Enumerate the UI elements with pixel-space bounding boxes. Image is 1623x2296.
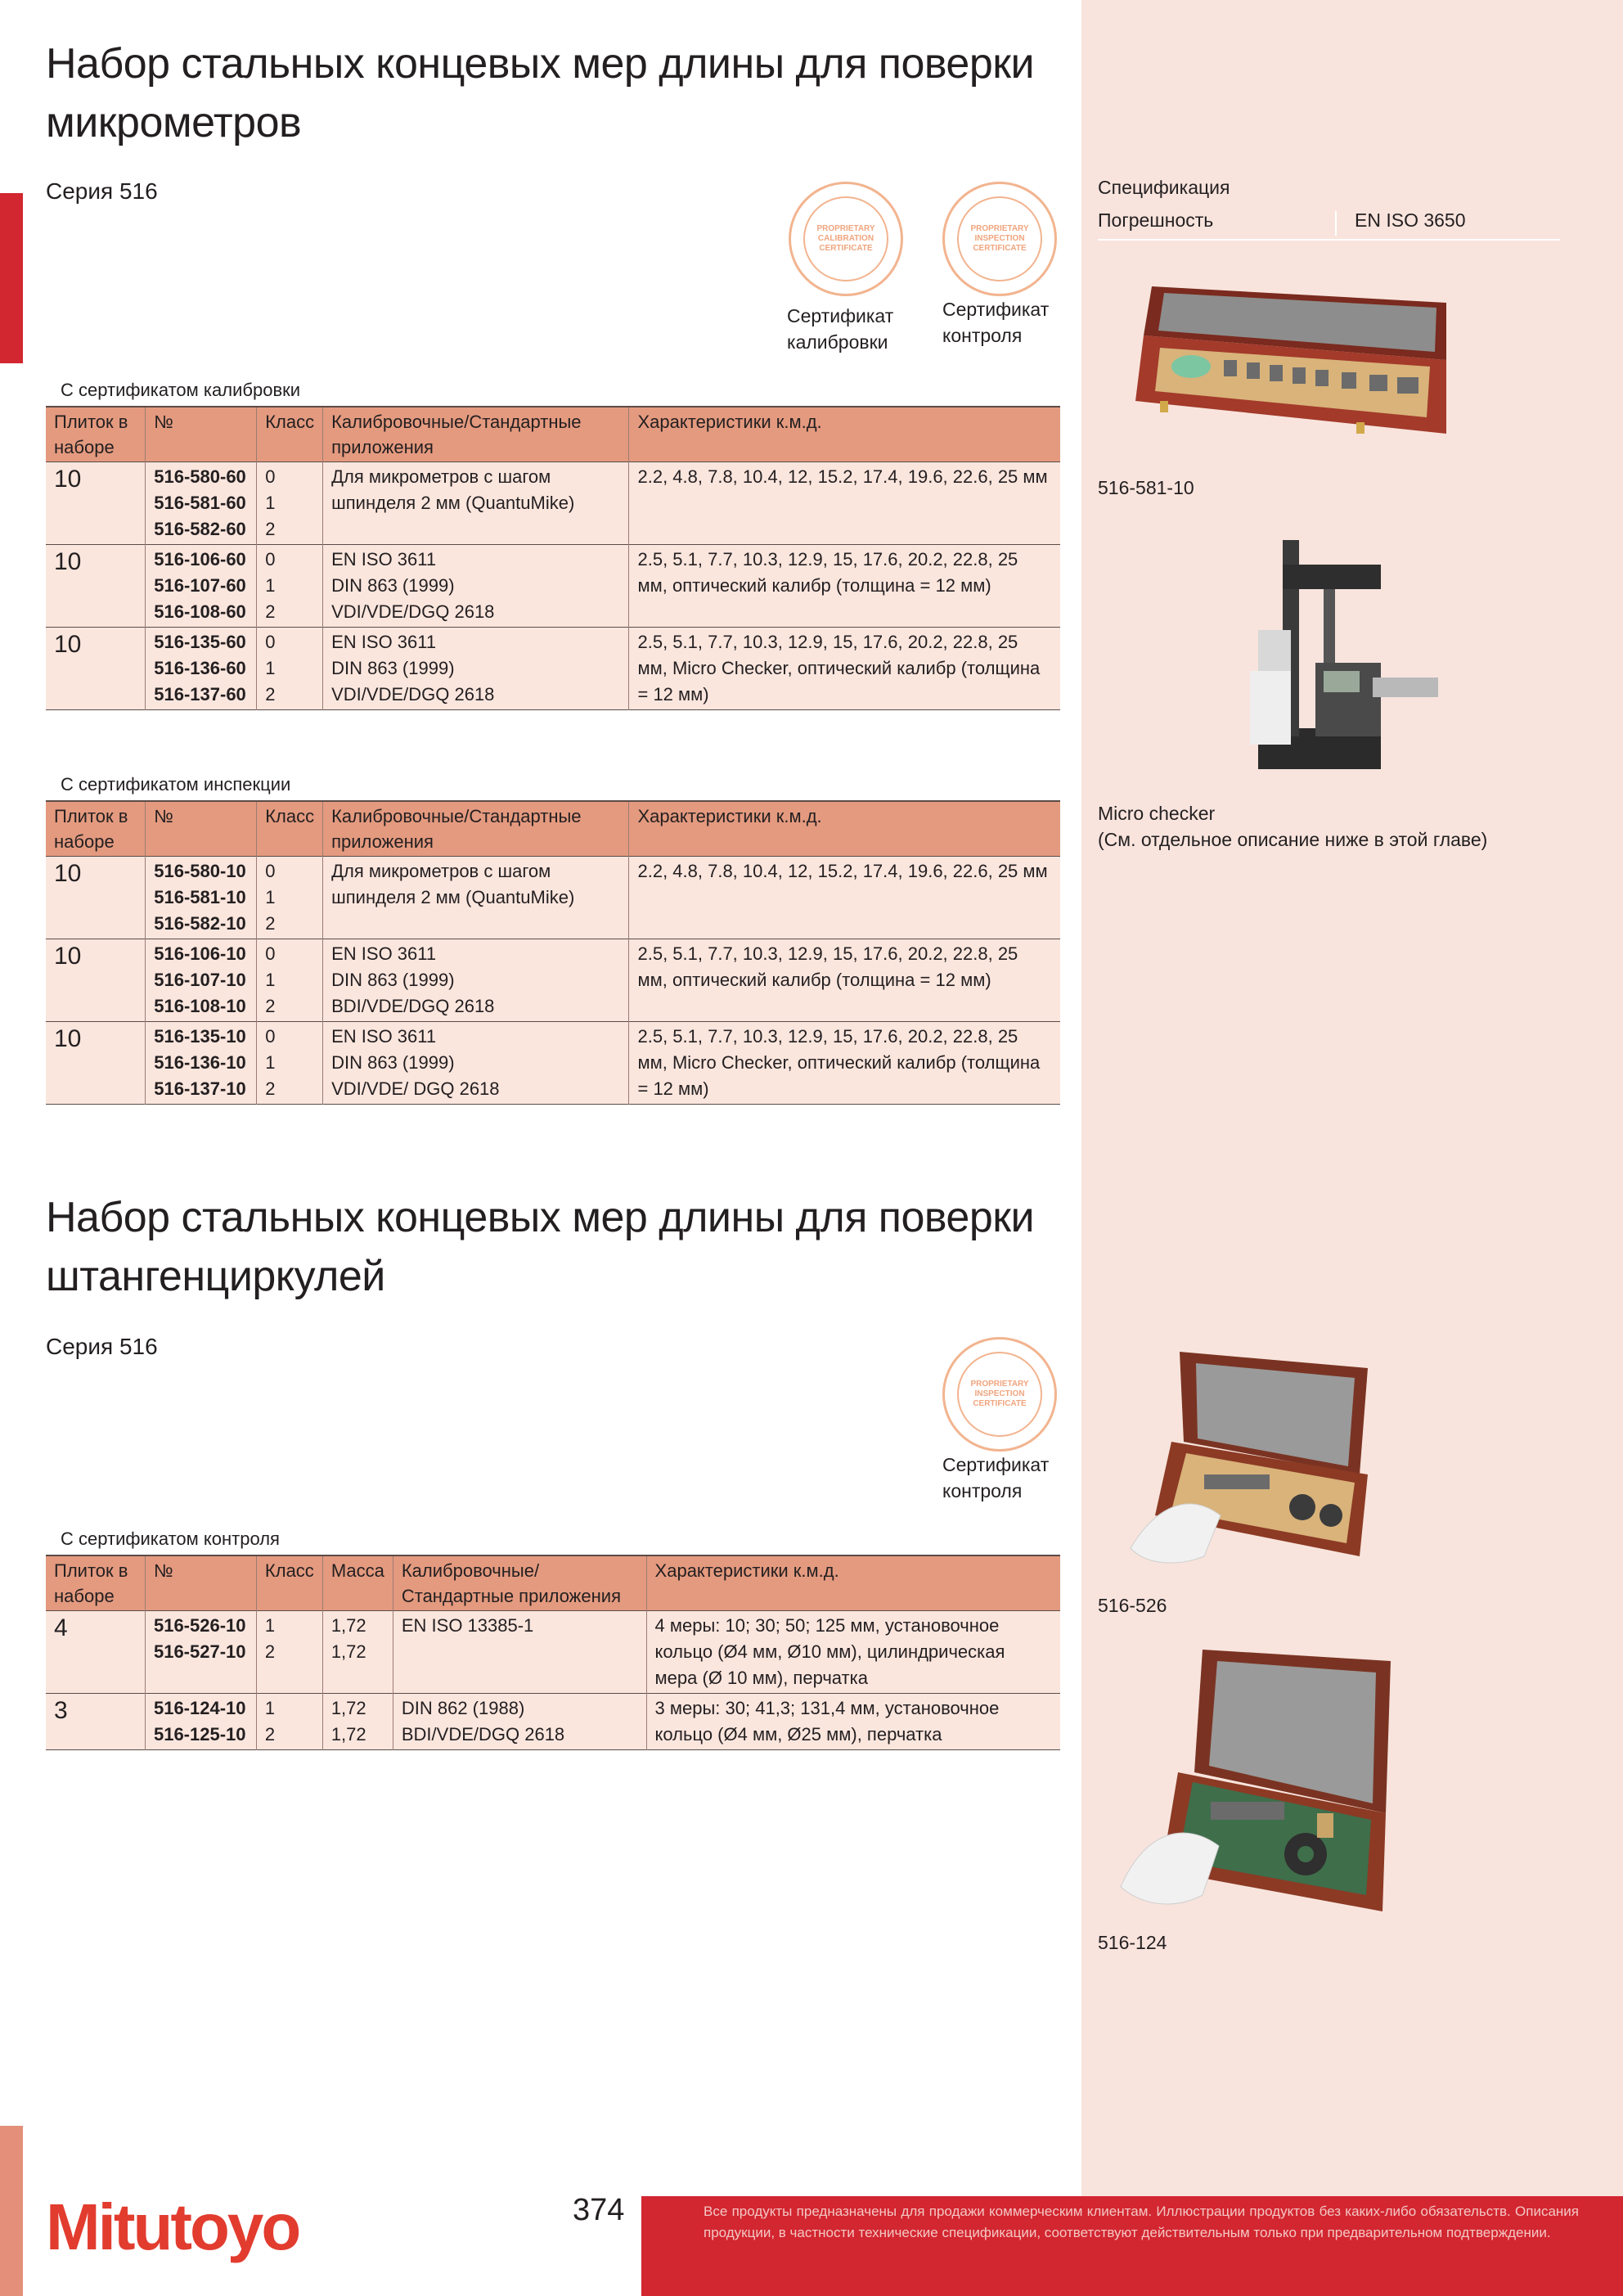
section1-title: Набор стальных концевых мер длины для поверки микрометров: [46, 40, 1035, 146]
section1-series: Серия 516: [46, 178, 158, 204]
cell-classes: 0 1 2: [257, 628, 323, 710]
product-caption-micro-checker: Micro checker (См. отдельное описание ниже в этой главе): [1098, 803, 1488, 850]
inspection-certificate-stamp-icon: PROPRIETARY INSPECTION CERTIFICATE: [942, 182, 1057, 296]
cell-count: 10: [46, 1022, 146, 1105]
cell-count: 10: [46, 628, 146, 710]
cell-classes: 0 1 2: [257, 939, 323, 1022]
cell-classes: 1 2: [256, 1694, 322, 1750]
cell-count: 10: [46, 939, 146, 1022]
cell-classes: 0 1 2: [257, 857, 323, 939]
header-number: №: [146, 407, 257, 462]
table-inspection-caption: С сертификатом инспекции: [61, 774, 291, 795]
cell-numbers: 516-580-60 516-581-60 516-582-60: [146, 462, 257, 545]
product-caption-516-581-10: 516-581-10: [1098, 477, 1194, 498]
micro-checker-image: [1234, 532, 1446, 777]
cell-standards: EN ISO 3611 DIN 863 (1999) VDI/VDE/DGQ 2618: [323, 628, 629, 710]
cell-characteristics: 2.2, 4.8, 7.8, 10.4, 12, 15.2, 17.4, 19.6, 22.6, 25 мм: [629, 857, 1060, 939]
cell-count: 10: [46, 545, 146, 628]
cell-count: 10: [46, 857, 146, 939]
page-number: 374: [573, 2193, 625, 2227]
spec-title: Спецификация: [1098, 177, 1230, 198]
table-control-caption: С сертификатом контроля: [61, 1528, 280, 1549]
header-mass: Масса: [322, 1555, 393, 1611]
inspection-certificate-stamp-icon: PROPRIETARY INSPECTION CERTIFICATE: [942, 1337, 1057, 1452]
header-count: Плиток в наборе: [46, 1555, 145, 1611]
spec-label: Погрешность: [1098, 209, 1214, 231]
spec-row-accuracy: [1098, 209, 1560, 241]
table-control: [46, 1555, 1060, 1750]
table-row: [46, 545, 1060, 628]
table-inspection: [46, 800, 1060, 1105]
cell-standards: Для микрометров с шагом шпинделя 2 мм (QuantuMike): [323, 462, 629, 545]
cell-numbers: 516-580-10 516-581-10 516-582-10: [146, 857, 257, 939]
cell-characteristics: 4 меры: 10; 30; 50; 125 мм, установочное кольцо (Ø4 мм, Ø10 мм), цилиндрическая мера (Ø 10 мм), перчатка: [646, 1611, 1060, 1694]
cell-mass: 1,72 1,72: [322, 1694, 393, 1750]
header-class: Класс: [257, 801, 323, 857]
cell-numbers: 516-135-10 516-136-10 516-137-10: [146, 1022, 257, 1105]
header-class: Класс: [257, 407, 323, 462]
cell-count: 4: [46, 1611, 145, 1694]
spec-value: EN ISO 3650: [1355, 209, 1466, 231]
header-characteristics: Характеристики к.м.д.: [629, 801, 1060, 857]
caliper-checking-set-516-526-image: [1122, 1352, 1376, 1573]
cell-classes: 0 1 2: [257, 462, 323, 545]
section2-title: Набор стальных концевых мер длины для поверки штангенциркулей: [46, 1194, 1035, 1300]
header-standards: Калибровочные/ Стандартные приложения: [393, 1555, 646, 1611]
cell-standards: EN ISO 3611 DIN 863 (1999) VDI/VDE/ DGQ 2618: [323, 1022, 629, 1105]
header-count: Плиток в наборе: [46, 801, 146, 857]
cell-numbers: 516-106-60 516-107-60 516-108-60: [146, 545, 257, 628]
table-row: [46, 1694, 1060, 1750]
header-standards: Калибровочные/Стандартные приложения: [323, 407, 629, 462]
cell-characteristics: 2.5, 5.1, 7.7, 10.3, 12.9, 15, 17.6, 20.2, 22.8, 25 мм, Micro Checker, оптический калибр (толщина = 12 мм): [629, 628, 1060, 710]
section-marker-bottom: [0, 2126, 23, 2296]
calibration-certificate-stamp-icon: PROPRIETARY CALIBRATION CERTIFICATE: [789, 182, 903, 296]
footer-disclaimer: Все продукты предназначены для продажи коммерческим клиентам. Иллюстрации продуктов без каких-либо обязательств. Описания продукции, в частности технические спецификации, соответствуют действительным только при предварительном подтверждении.: [704, 2204, 1579, 2240]
cell-classes: 0 1 2: [257, 545, 323, 628]
caliper-checking-set-516-124-image: [1113, 1650, 1399, 1920]
cell-mass: 1,72 1,72: [322, 1611, 393, 1694]
table-header-row: [46, 1555, 1060, 1611]
table-calibration-caption: С сертификатом калибровки: [61, 380, 301, 400]
table-row: [46, 1611, 1060, 1694]
cell-standards: EN ISO 13385-1: [393, 1611, 646, 1694]
cell-standards: Для микрометров с шагом шпинделя 2 мм (QuantuMike): [323, 857, 629, 939]
header-characteristics: Характеристики к.м.д.: [629, 407, 1060, 462]
table-row: [46, 462, 1060, 545]
cell-standards: EN ISO 3611 DIN 863 (1999) BDI/VDE/DGQ 2618: [323, 939, 629, 1022]
cert-calibration-label: Сертификат калибровки: [787, 305, 894, 353]
product-caption-516-526: 516-526: [1098, 1595, 1167, 1616]
section2-series: Серия 516: [46, 1334, 158, 1359]
cert-inspection-label: Сертификат контроля: [942, 299, 1050, 346]
cell-characteristics: 2.5, 5.1, 7.7, 10.3, 12.9, 15, 17.6, 20.2, 22.8, 25 мм, Micro Checker, оптический калибр (толщина = 12 мм): [629, 1022, 1060, 1105]
cell-numbers: 516-124-10 516-125-10: [145, 1694, 256, 1750]
table-row: [46, 628, 1060, 710]
table-row: [46, 1022, 1060, 1105]
cell-classes: 1 2: [256, 1611, 322, 1694]
header-class: Класс: [256, 1555, 322, 1611]
cell-characteristics: 2.5, 5.1, 7.7, 10.3, 12.9, 15, 17.6, 20.2, 22.8, 25 мм, оптический калибр (толщина = 12 мм): [629, 939, 1060, 1022]
spec-divider: [1335, 211, 1337, 236]
cell-classes: 0 1 2: [257, 1022, 323, 1105]
cell-standards: DIN 862 (1988) BDI/VDE/DGQ 2618: [393, 1694, 646, 1750]
header-standards: Калибровочные/Стандартные приложения: [323, 801, 629, 857]
cell-characteristics: 3 меры: 30; 41,3; 131,4 мм, установочное кольцо (Ø4 мм, Ø25 мм), перчатка: [646, 1694, 1060, 1750]
cell-numbers: 516-106-10 516-107-10 516-108-10: [146, 939, 257, 1022]
header-number: №: [145, 1555, 256, 1611]
table-calibration: [46, 406, 1060, 710]
header-number: №: [146, 801, 257, 857]
cell-count: 3: [46, 1694, 145, 1750]
gauge-block-set-box-image: [1127, 278, 1454, 450]
header-characteristics: Характеристики к.м.д.: [646, 1555, 1060, 1611]
product-caption-516-124: 516-124: [1098, 1932, 1167, 1953]
cell-numbers: 516-526-10 516-527-10: [145, 1611, 256, 1694]
table-row: [46, 857, 1060, 939]
header-count: Плиток в наборе: [46, 407, 146, 462]
table-row: [46, 939, 1060, 1022]
cell-count: 10: [46, 462, 146, 545]
table-header-row: [46, 407, 1060, 462]
cell-standards: EN ISO 3611 DIN 863 (1999) VDI/VDE/DGQ 2618: [323, 545, 629, 628]
mitutoyo-logo: Mitutoyo: [46, 2190, 299, 2263]
cert-inspection-label: Сертификат контроля: [942, 1454, 1050, 1501]
table-header-row: [46, 801, 1060, 857]
cell-characteristics: 2.2, 4.8, 7.8, 10.4, 12, 15.2, 17.4, 19.6, 22.6, 25 мм: [629, 462, 1060, 545]
cell-numbers: 516-135-60 516-136-60 516-137-60: [146, 628, 257, 710]
section-marker-top: [0, 193, 23, 363]
cell-characteristics: 2.5, 5.1, 7.7, 10.3, 12.9, 15, 17.6, 20.2, 22.8, 25 мм, оптический калибр (толщина = 12 мм): [629, 545, 1060, 628]
